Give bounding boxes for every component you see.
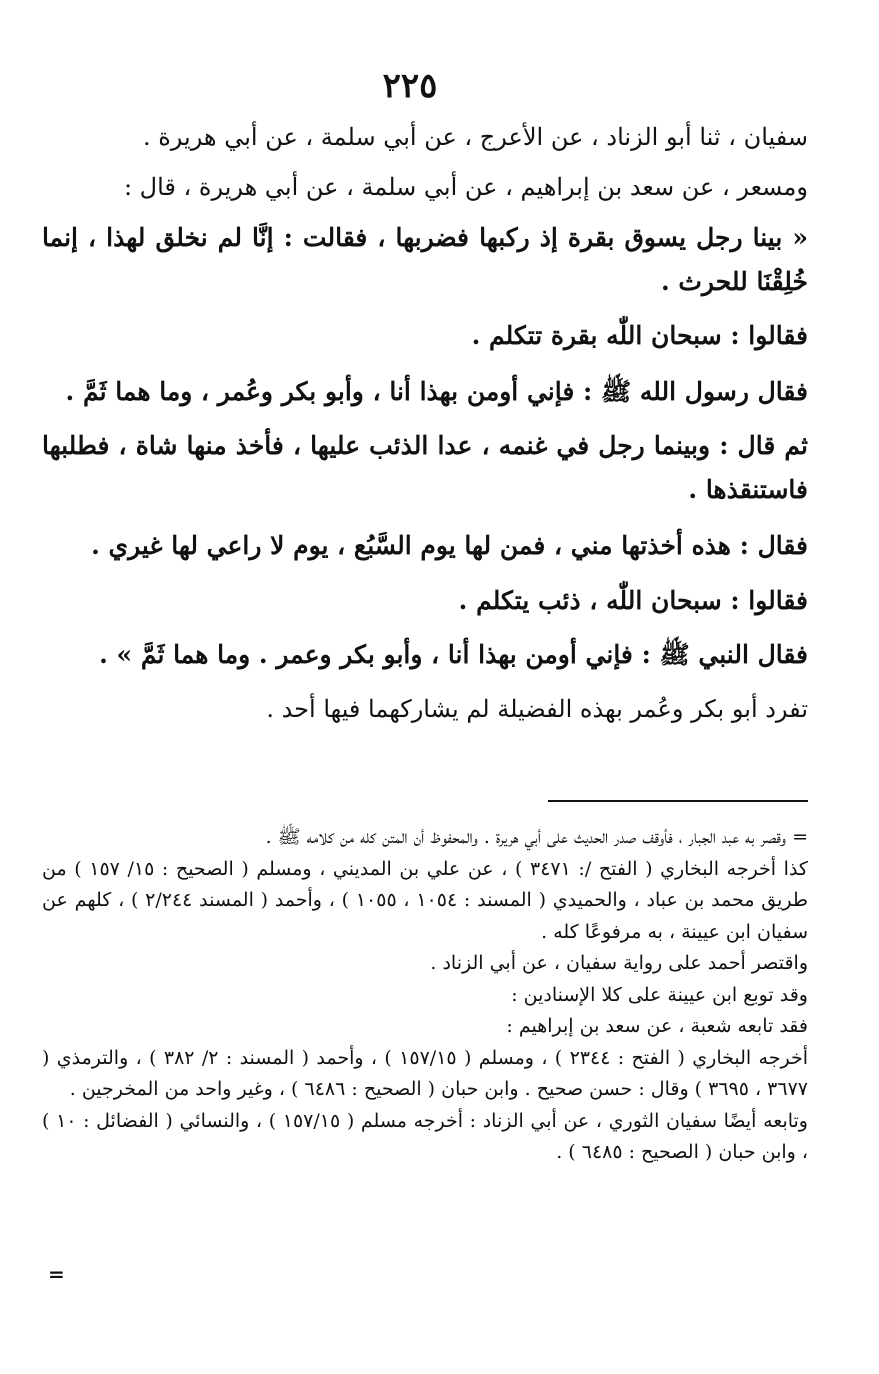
footnote: أخرجه البخاري ( الفتح : ٢٣٤٤ ) ، ومسلم ( ١٥٧/١٥ ) ، وأحمد ( المسند : ٢/ ٣٨٢ ) ، والترمذي ( ٣٦٧٧ ، ٣٦٩٥ ) وقال : حسن صحيح . وابن حبان ( الصحيح : ٦٤٨٦ ) ، وغير واحد من المخرجين . xyxy=(42,1046,808,1100)
hadith-paragraph: فقالوا : سبحان اللّٰه بقرة تتكلم . xyxy=(471,321,808,350)
hadith-paragraph: « بينا رجل يسوق بقرة إذ ركبها فضربها ، فقالت : إنَّا لم نخلق لهذا ، إنما خُلِقْنَا للحرث . xyxy=(42,223,808,296)
closing-line: تفرد أبو بكر وعُمر بهذه الفضيلة لم يشاركهما فيها أحد . xyxy=(266,695,808,723)
hadith-paragraph: فقال : هذه أخذتها مني ، فمن لها يوم السَّبُع ، يوم لا راعي لها غيري . xyxy=(91,531,808,560)
footnote: وقد توبع ابن عيينة على كلا الإسنادين : xyxy=(511,983,808,1006)
main-text xyxy=(42,112,808,736)
footnote: وتابعه أيضًا سفيان الثوري ، عن أبي الزناد : أخرجه مسلم ( ١٥٧/١٥ ) ، والنسائي ( الفضائل : ١٠ ) ، وابن حبان ( الصحيح : ٦٤٨٥ ) . xyxy=(42,1109,808,1163)
page-number: ٢٢٥ xyxy=(382,66,438,106)
footnote: = وقصر به عبد الجبار ، فأوقف صدر الحديث على أبي هريرة . والمحفوظ أن المتن كله من كلامه ﷺ . xyxy=(265,826,808,848)
footnotes xyxy=(42,822,808,1169)
hadith-paragraph: ثم قال : وبينما رجل في غنمه ، عدا الذئب عليها ، فأخذ منها شاة ، فطلبها فاستنقذها . xyxy=(42,431,808,504)
hadith-paragraph: فقالوا : سبحان اللّٰه ، ذئب يتكلم . xyxy=(458,586,808,615)
hadith-paragraph: فقال النبي ﷺ : فإني أومن بهذا أنا ، وأبو بكر وعمر . وما هما ثَمَّ » . xyxy=(99,640,808,669)
text-line: سفيان ، ثنا أبو الزناد ، عن الأعرج ، عن أبي سلمة ، عن أبي هريرة . xyxy=(142,123,808,151)
hadith-paragraph: فقال رسول الله ﷺ : فإني أومن بهذا أنا ، وأبو بكر وعُمر ، وما هما ثَمَّ . xyxy=(65,377,808,406)
footnote: كذا أخرجه البخاري ( الفتح /: ٣٤٧١ ) ، عن علي بن المديني ، ومسلم ( الصحيح : ١٥/ ١٥٧ ) من طريق محمد بن عباد ، والحميدي ( المسند : ١٠٥٤ ، ١٠٥٥ ) ، وأحمد ( المسند ٢/٢٤٤ ) ، كلهم عن سفيان ابن عيينة ، به مرفوعًا كله . xyxy=(42,857,808,943)
continuation-mark: = xyxy=(48,1262,65,1286)
footnote-divider xyxy=(548,800,808,802)
text-line: ومسعر ، عن سعد بن إبراهيم ، عن أبي سلمة ، عن أبي هريرة ، قال : xyxy=(123,173,808,201)
footnote: فقد تابعه شعبة ، عن سعد بن إبراهيم : xyxy=(506,1015,808,1037)
footnote: واقتصر أحمد على رواية سفيان ، عن أبي الزناد . xyxy=(430,952,808,974)
